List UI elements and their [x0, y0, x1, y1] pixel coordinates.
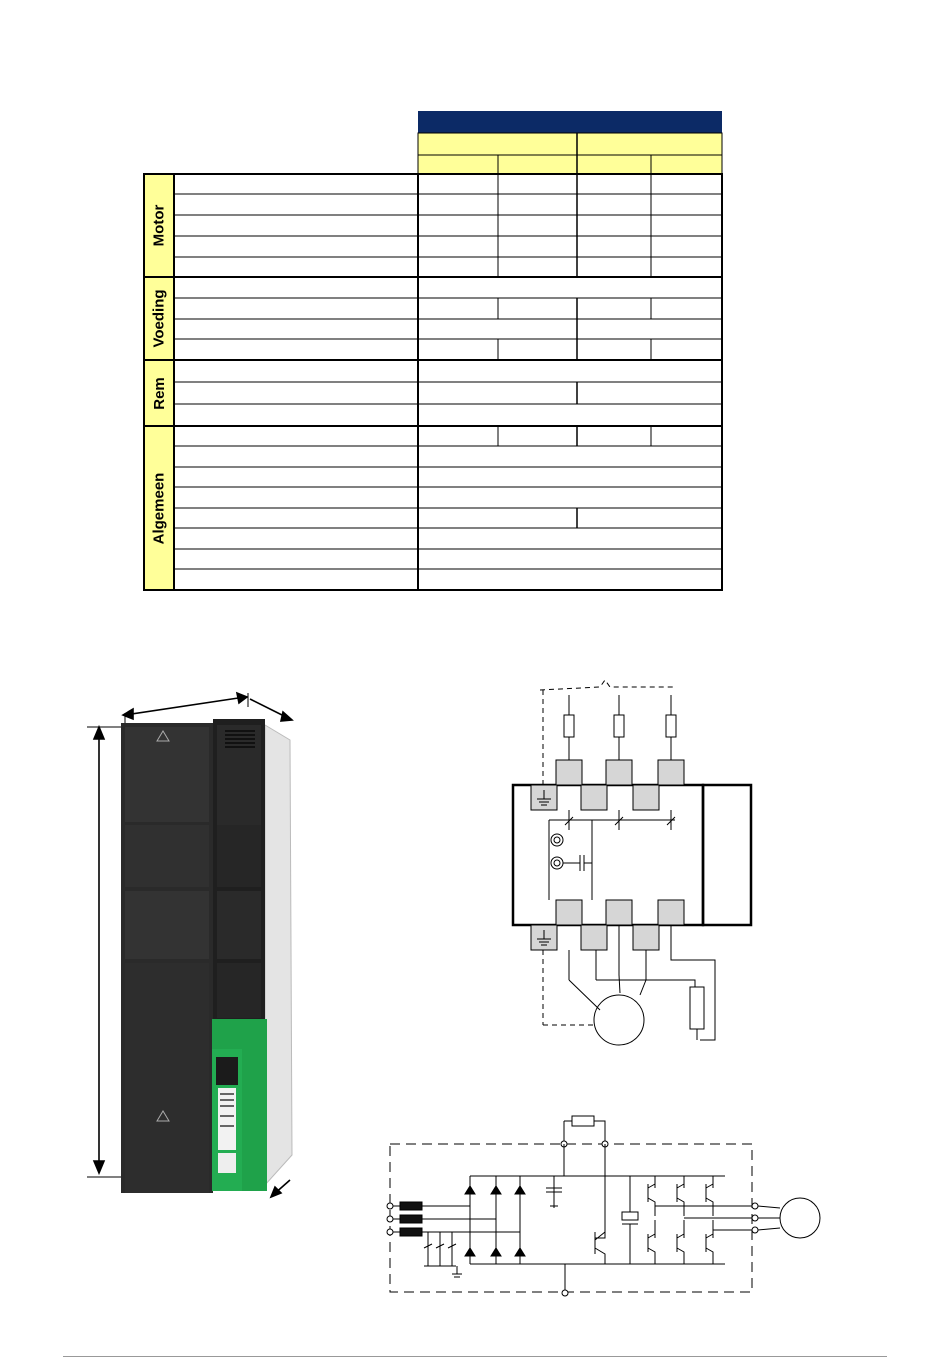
connection-diagram — [495, 675, 760, 1055]
group-label-voeding: Voeding — [150, 289, 168, 348]
group-label-algemeen: Algemeen — [150, 472, 168, 544]
group-cell-algemeen — [144, 426, 174, 590]
group-cell-rem — [144, 360, 174, 426]
header-yellow-row-2 — [418, 155, 722, 174]
group-cell-voeding — [144, 277, 174, 360]
header-navy-bar — [418, 111, 722, 133]
circuit-diagram — [380, 1108, 830, 1300]
group-label-rem: Rem — [150, 376, 168, 410]
footer-rule — [63, 1356, 887, 1357]
spec-table-grid — [0, 0, 950, 620]
group-cell-motor — [144, 174, 174, 277]
group-label-motor: Motor — [150, 204, 168, 247]
product-photo — [85, 685, 305, 1225]
spec-table — [0, 0, 950, 620]
header-yellow-row-1 — [418, 133, 722, 155]
